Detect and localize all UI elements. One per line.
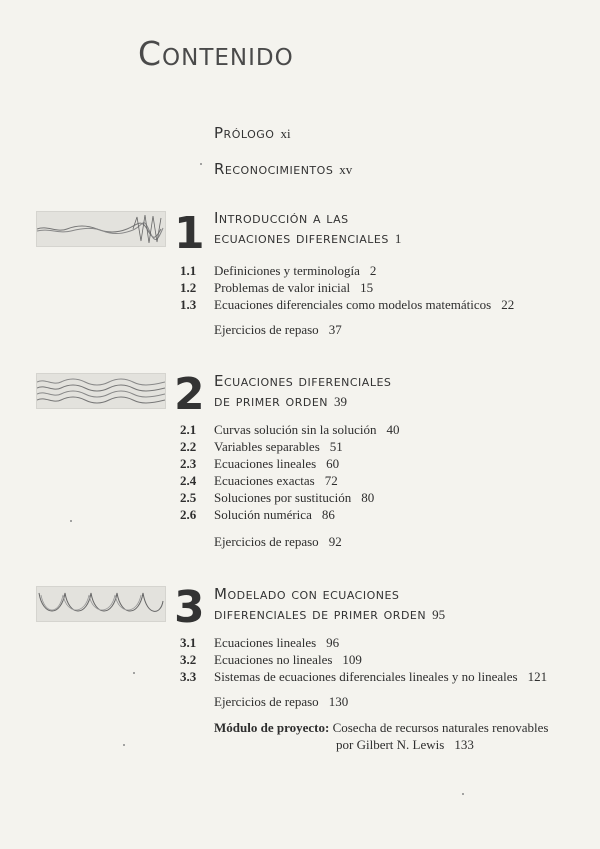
section-title: Ecuaciones exactas: [214, 473, 315, 488]
toc-entry-prologo[interactable]: [214, 124, 291, 142]
chapter-title-line2: de primer orden: [214, 392, 329, 410]
review-page: 130: [328, 694, 349, 709]
review-exercises[interactable]: [214, 694, 348, 710]
section-page: 109: [342, 652, 362, 667]
chapter-2-wave-graphic: [36, 373, 166, 409]
section-page: 96: [326, 635, 340, 650]
section-page: 80: [361, 490, 375, 505]
review-page: 37: [328, 322, 342, 337]
section-number: 2.1: [180, 422, 197, 437]
scan-speck: [200, 163, 202, 165]
section-page: 51: [329, 439, 343, 454]
front-page: xi: [280, 126, 291, 141]
chapter-title-line2: diferenciales de primer orden: [214, 605, 427, 623]
chapter-title-line1: Ecuaciones diferenciales: [214, 372, 392, 390]
review-page: 92: [328, 534, 342, 549]
section-title: Ecuaciones no lineales: [214, 652, 333, 667]
scan-speck: [123, 744, 125, 746]
front-label: Prólogo: [214, 124, 275, 142]
section-number: 3.1: [180, 635, 197, 650]
section-title: Definiciones y terminología: [214, 263, 360, 278]
chapter-1-wave-graphic: [36, 211, 166, 247]
section-number: 1.3: [180, 297, 197, 312]
chapter-page: 39: [334, 394, 348, 409]
section-number: 2.4: [180, 473, 197, 488]
chapter-title-line1: Modelado con ecuaciones: [214, 585, 400, 603]
review-label: Ejercicios de repaso: [214, 694, 319, 709]
section-number: 2.6: [180, 507, 197, 522]
chapter-page: 95: [432, 607, 446, 622]
chapter-number: 1: [174, 208, 205, 259]
page-title: Contenido: [138, 34, 294, 73]
review-label: Ejercicios de repaso: [214, 322, 319, 337]
section-number: 1.2: [180, 280, 197, 295]
section-title: Curvas solución sin la solución: [214, 422, 377, 437]
section-page: 121: [527, 669, 548, 684]
section-number: 2.3: [180, 456, 197, 471]
section-title: Soluciones por sustitución: [214, 490, 352, 505]
module-title: Cosecha de recursos naturales renovables: [332, 720, 549, 735]
chapter-3-wave-graphic: [36, 586, 166, 622]
module-author: por Gilbert N. Lewis: [336, 737, 445, 752]
section-number: 2.5: [180, 490, 197, 505]
section-number: 1.1: [180, 263, 197, 278]
section-title: Problemas de valor inicial: [214, 280, 351, 295]
section-page: 40: [386, 422, 400, 437]
section-number: 2.2: [180, 439, 197, 454]
scan-speck: [133, 672, 135, 674]
review-exercises[interactable]: [214, 534, 342, 550]
review-label: Ejercicios de repaso: [214, 534, 319, 549]
toc-entry-reconocimientos[interactable]: [214, 160, 352, 178]
section-title: Ecuaciones lineales: [214, 456, 317, 471]
section-page: 72: [324, 473, 338, 488]
chapter-number: 2: [174, 369, 205, 420]
chapter-title-line1: Introducción a las: [214, 209, 349, 227]
chapter-page: 1: [394, 231, 402, 246]
chapter-title-line2: ecuaciones diferenciales: [214, 229, 389, 247]
section-page: 2: [369, 263, 377, 278]
section-title: Sistemas de ecuaciones diferenciales lineales y no lineales: [214, 669, 518, 684]
section-page: 60: [326, 456, 340, 471]
chapter-title[interactable]: [214, 584, 445, 625]
section-title: Ecuaciones lineales: [214, 635, 317, 650]
module-label: Módulo de proyecto:: [214, 720, 330, 735]
section-page: 86: [321, 507, 335, 522]
review-exercises[interactable]: [214, 322, 342, 338]
scan-speck: [462, 793, 464, 795]
section-page: 22: [501, 297, 515, 312]
section-title: Variables separables: [214, 439, 320, 454]
scan-speck: [70, 520, 72, 522]
section-page: 15: [360, 280, 374, 295]
project-module[interactable]: [214, 719, 548, 753]
section-title: Solución numérica: [214, 507, 312, 522]
section-title: Ecuaciones diferenciales como modelos matemáticos: [214, 297, 492, 312]
section-number: 3.2: [180, 652, 197, 667]
module-page: 133: [454, 737, 474, 752]
front-label: Reconocimientos: [214, 160, 334, 178]
chapter-title[interactable]: [214, 371, 391, 412]
front-page: xv: [339, 162, 353, 177]
section-number: 3.3: [180, 669, 197, 684]
chapter-title[interactable]: [214, 208, 401, 249]
chapter-number: 3: [174, 582, 205, 633]
